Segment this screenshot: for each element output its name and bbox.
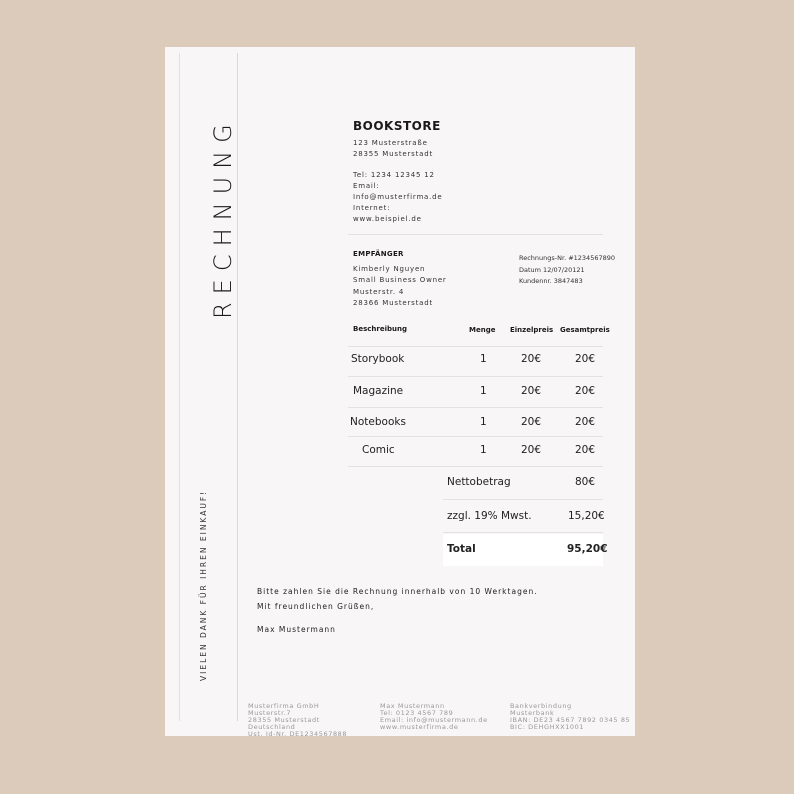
greeting: Mit freundlichen Grüßen,: [257, 602, 375, 611]
row2-description: Magazine: [353, 385, 404, 397]
footer-company: [248, 703, 347, 738]
row3-unit-price: 20€: [521, 416, 542, 428]
vertical-thanks: VIELEN DANK FÜR IHREN EINKAUF!: [199, 489, 208, 681]
total-value: 95,20€: [567, 543, 608, 555]
row4-total-price: 20€: [575, 444, 596, 456]
signature: Max Mustermann: [257, 625, 336, 634]
invoice-date: Datum 12/07/20121: [519, 266, 585, 274]
footer-line: Max Mustermann: [380, 702, 445, 710]
footer-contact: [380, 703, 488, 731]
invoice-page: [165, 47, 635, 736]
footer-line: Musterbank: [510, 709, 555, 717]
footer-line: www.musterfirma.de: [380, 723, 459, 731]
sender-email: Info@musterfirma.de: [353, 193, 443, 201]
footer-line: BIC: DEHGHXX1001: [510, 723, 585, 731]
net-label: Nettobetrag: [447, 476, 511, 488]
invoice-number: Rechnungs-Nr. #1234567890: [519, 254, 616, 262]
row3-total-price: 20€: [575, 416, 596, 428]
row2-quantity: 1: [480, 385, 487, 397]
sender-street: 123 Musterstraße: [353, 139, 428, 147]
header-total-price: Gesamtpreis: [560, 326, 610, 334]
table-rule: [348, 436, 603, 437]
footer-bank: [510, 703, 630, 731]
footer-line: Ust. Id-Nr. DE1234567888: [248, 730, 348, 738]
sender-web: www.beispiel.de: [353, 215, 422, 223]
table-rule: [348, 407, 603, 408]
sender-tel: Tel: 1234 12345 12: [353, 171, 435, 179]
recipient-title: Small Business Owner: [353, 276, 447, 284]
footer-line: Musterstr.7: [248, 709, 292, 717]
totals-rule: [443, 532, 603, 533]
row1-unit-price: 20€: [521, 353, 542, 365]
divider: [348, 234, 603, 235]
customer-number: Kundennr. 3847483: [519, 277, 583, 285]
recipient-street: Musterstr. 4: [353, 288, 405, 296]
sender-name: BOOKSTORE: [353, 119, 441, 133]
recipient-label: EMPFÄNGER: [353, 250, 404, 258]
footer-line: Deutschland: [248, 723, 296, 731]
footer-line: IBAN: DE23 4567 7892 0345 85: [510, 716, 631, 724]
table-rule: [348, 466, 603, 467]
row4-unit-price: 20€: [521, 444, 542, 456]
total-label: Total: [447, 543, 476, 555]
net-value: 80€: [575, 476, 596, 488]
row4-description: Comic: [362, 444, 395, 456]
footer-line: Bankverbindung: [510, 702, 572, 710]
header-quantity: Menge: [469, 326, 496, 334]
row2-total-price: 20€: [575, 385, 596, 397]
row1-quantity: 1: [480, 353, 487, 365]
recipient-city: 28366 Musterstadt: [353, 299, 434, 307]
row4-quantity: 1: [480, 444, 487, 456]
totals-rule: [443, 499, 603, 500]
recipient-name: Kimberly Nguyen: [353, 265, 426, 273]
row1-total-price: 20€: [575, 353, 596, 365]
vat-label: zzgl. 19% Mwst.: [447, 510, 532, 522]
row3-description: Notebooks: [350, 416, 406, 428]
sender-email-label: Email:: [353, 182, 380, 190]
vertical-title: RECHNUNG: [209, 116, 237, 319]
sender-city: 28355 Musterstadt: [353, 150, 434, 158]
sender-internet-label: Internet:: [353, 204, 391, 212]
header-description: Beschreibung: [353, 325, 407, 333]
footer-line: Musterfirma GmbH: [248, 702, 320, 710]
footer-line: 28355 Musterstadt: [248, 716, 320, 724]
row1-description: Storybook: [351, 353, 405, 365]
row3-quantity: 1: [480, 416, 487, 428]
footer-line: Email: info@mustermann.de: [380, 716, 488, 724]
row2-unit-price: 20€: [521, 385, 542, 397]
table-rule: [348, 346, 603, 347]
table-rule: [348, 376, 603, 377]
header-unit-price: Einzelpreis: [510, 326, 554, 334]
payment-note: Bitte zahlen Sie die Rechnung innerhalb von 10 Werktagen.: [257, 587, 538, 596]
footer-line: Tel: 0123 4567 789: [380, 709, 454, 717]
vat-value: 15,20€: [568, 510, 605, 522]
